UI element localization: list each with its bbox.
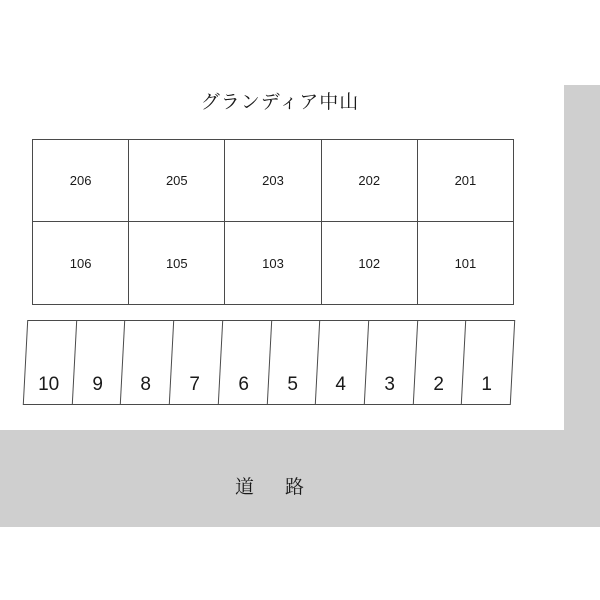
parking-stall[interactable] xyxy=(462,321,514,404)
parking-stall[interactable] xyxy=(365,321,418,404)
parking-stall-label: 9 xyxy=(92,374,103,395)
room-cell[interactable] xyxy=(129,222,225,304)
parking-stall-label: 6 xyxy=(238,374,249,395)
parking-stall[interactable] xyxy=(413,321,466,404)
room-cell[interactable] xyxy=(33,222,129,304)
parking-strip xyxy=(23,320,515,405)
room-label: 206 xyxy=(69,173,92,188)
room-cell[interactable] xyxy=(418,140,513,221)
floor-1f xyxy=(33,222,513,304)
room-label: 105 xyxy=(165,255,188,271)
parking-stall-label: 7 xyxy=(189,374,201,395)
room-label: 101 xyxy=(454,255,477,271)
building-block xyxy=(32,139,514,305)
room-cell[interactable] xyxy=(322,140,418,221)
parking-stall[interactable] xyxy=(219,321,272,404)
room-label: 106 xyxy=(69,255,92,271)
room-label: 201 xyxy=(454,173,477,188)
parking-stall[interactable] xyxy=(73,321,126,404)
room-label: 205 xyxy=(165,173,188,188)
room-label: 103 xyxy=(262,255,284,271)
parking-stall[interactable] xyxy=(170,321,223,404)
parking-stall[interactable] xyxy=(267,321,320,404)
parking-stall-label: 2 xyxy=(433,374,444,395)
room-cell[interactable] xyxy=(129,140,225,221)
room-cell[interactable] xyxy=(225,140,321,221)
parking-stall-label: 3 xyxy=(384,374,395,395)
room-label: 203 xyxy=(262,173,284,188)
road-label: 道 路 xyxy=(234,477,310,498)
floor-2f xyxy=(33,140,513,222)
parking-stall[interactable] xyxy=(121,321,174,404)
parking-stall-label: 10 xyxy=(38,374,60,395)
room-cell[interactable] xyxy=(418,222,513,304)
parking-stall-label: 8 xyxy=(140,374,152,395)
room-label: 202 xyxy=(358,173,381,188)
parking-stall[interactable] xyxy=(24,321,77,404)
room-cell[interactable] xyxy=(33,140,129,221)
building-title: グランディア中山 xyxy=(200,92,360,113)
parking-stall-label: 5 xyxy=(286,374,298,395)
room-label: 102 xyxy=(358,255,381,271)
parking-stall[interactable] xyxy=(316,321,369,404)
room-cell[interactable] xyxy=(322,222,418,304)
parking-stall-label: 4 xyxy=(335,374,347,395)
parking-stall-label: 1 xyxy=(481,374,493,395)
right-gray-band xyxy=(564,85,600,430)
room-cell[interactable] xyxy=(225,222,321,304)
